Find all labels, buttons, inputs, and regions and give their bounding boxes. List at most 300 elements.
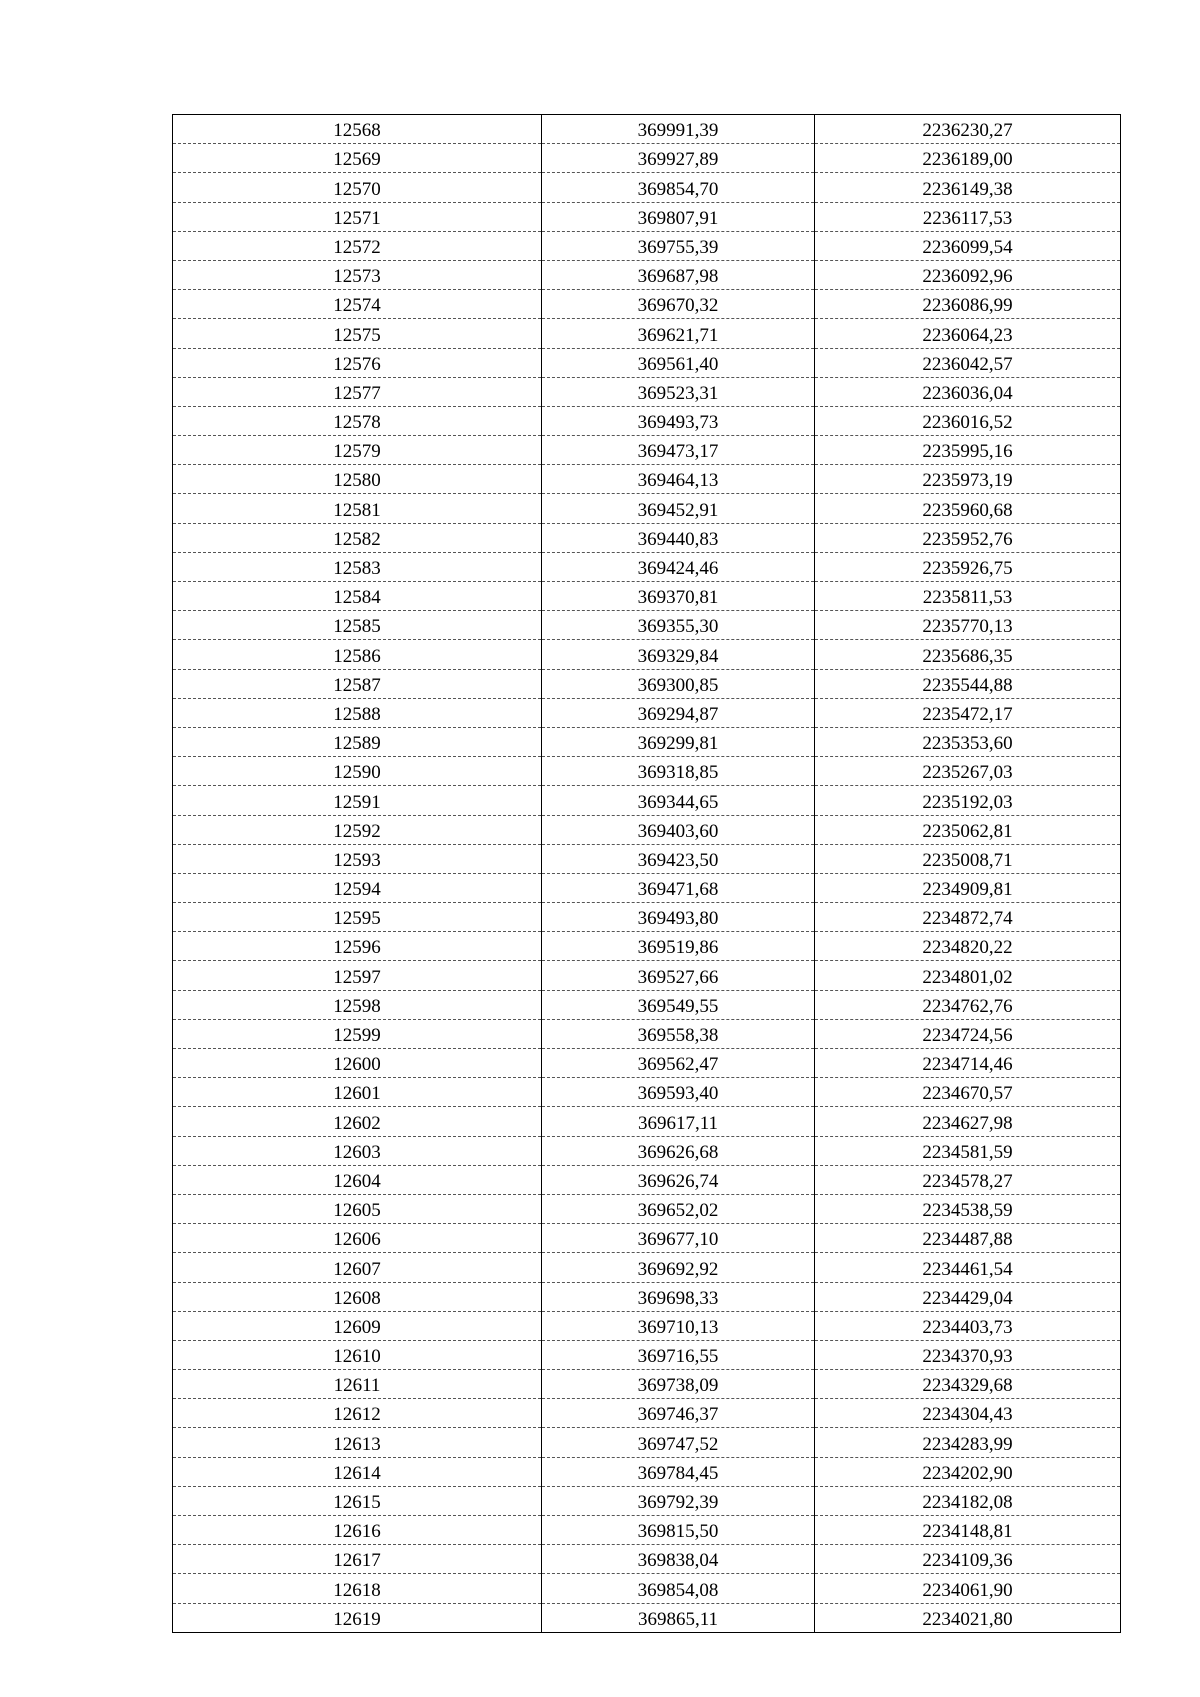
point-number-cell [173,1428,542,1457]
cell-text: 2234202,90 [922,1462,1013,1484]
point-number-cell [173,932,542,961]
y-coordinate-cell [815,1340,1121,1369]
cell-text: 2235960,68 [922,499,1013,521]
cell-text: 2234801,02 [922,966,1013,988]
cell-text: 2235686,35 [922,645,1013,667]
x-coordinate-cell [542,698,815,727]
x-coordinate-cell [542,1253,815,1282]
x-coordinate-cell [542,1516,815,1545]
y-coordinate-cell [815,1107,1121,1136]
point-number-cell [173,1019,542,1048]
table-row [173,144,1121,173]
cell-text: 369523,31 [637,382,719,404]
point-number-cell [173,1224,542,1253]
point-number-cell [173,1049,542,1078]
cell-text: 369440,83 [637,528,719,550]
table-row [173,932,1121,961]
y-coordinate-cell [815,873,1121,902]
cell-text: 12609 [333,1316,381,1338]
point-number-cell [173,290,542,319]
x-coordinate-cell [542,757,815,786]
cell-text: 12603 [333,1141,381,1163]
cell-text: 12591 [333,791,381,813]
cell-text: 12587 [333,674,381,696]
y-coordinate-cell [815,348,1121,377]
cell-text: 369473,17 [637,441,719,463]
y-coordinate-cell [815,669,1121,698]
cell-text: 369318,85 [637,762,719,784]
table-row [173,903,1121,932]
cell-text: 12594 [333,879,381,901]
cell-text: 369784,45 [637,1462,719,1484]
y-coordinate-cell [815,115,1121,144]
x-coordinate-cell [542,815,815,844]
cell-text: 12569 [333,149,381,171]
point-number-cell [173,727,542,756]
point-number-cell [173,1516,542,1545]
cell-text: 12593 [333,849,381,871]
point-number-cell [173,173,542,202]
y-coordinate-cell [815,1224,1121,1253]
cell-text: 2235353,60 [922,733,1013,755]
table-row [173,640,1121,669]
cell-text: 369927,89 [637,149,719,171]
cell-text: 369626,68 [637,1141,719,1163]
x-coordinate-cell [542,1340,815,1369]
cell-text: 12599 [333,1025,381,1046]
cell-text: 12607 [333,1258,381,1280]
point-number-cell [173,1107,542,1136]
table-row [173,523,1121,552]
cell-text: 2236042,57 [922,353,1013,375]
y-coordinate-cell [815,1311,1121,1340]
x-coordinate-cell [542,1486,815,1515]
point-number-cell [173,523,542,552]
x-coordinate-cell [542,961,815,990]
cell-text: 2234370,93 [922,1346,1013,1368]
cell-text: 2234487,88 [922,1229,1013,1251]
y-coordinate-cell [815,1253,1121,1282]
cell-text: 369815,50 [637,1521,719,1543]
x-coordinate-cell [542,1107,815,1136]
cell-text: 2234148,81 [922,1521,1013,1543]
point-number-cell [173,144,542,173]
cell-text: 12571 [333,207,381,229]
table-row [173,582,1121,611]
cell-text: 12602 [333,1112,381,1134]
y-coordinate-cell [815,319,1121,348]
y-coordinate-cell [815,1428,1121,1457]
cell-text: 369677,10 [637,1229,719,1251]
point-number-cell [173,1311,542,1340]
table-row [173,406,1121,435]
point-number-cell [173,698,542,727]
y-coordinate-cell [815,727,1121,756]
cell-text: 2235062,81 [922,820,1013,842]
point-number-cell [173,465,542,494]
cell-text: 2236016,52 [922,412,1013,434]
y-coordinate-cell [815,436,1121,465]
cell-text: 369370,81 [637,587,719,609]
cell-text: 12572 [333,236,381,258]
cell-text: 369493,80 [637,908,719,930]
cell-text: 369838,04 [637,1550,719,1572]
x-coordinate-cell [542,873,815,902]
cell-text: 2234109,36 [922,1550,1013,1572]
point-number-cell [173,1603,542,1632]
table-row [173,1078,1121,1107]
table-row [173,1428,1121,1457]
table-row [173,611,1121,640]
cell-text: 369716,55 [637,1346,719,1368]
cell-text: 369294,87 [637,703,719,725]
cell-text: 369755,39 [637,236,719,258]
x-coordinate-cell [542,260,815,289]
x-coordinate-cell [542,1049,815,1078]
cell-text: 12581 [333,499,381,521]
point-number-cell [173,260,542,289]
cell-text: 12600 [333,1054,381,1076]
cell-text: 12579 [333,441,381,463]
cell-text: 369738,09 [637,1375,719,1397]
point-number-cell [173,552,542,581]
point-number-cell [173,202,542,231]
cell-text: 12586 [333,645,381,667]
table-row [173,1136,1121,1165]
cell-text: 369464,13 [637,470,719,492]
cell-text: 12588 [333,703,381,725]
y-coordinate-cell [815,523,1121,552]
cell-text: 12592 [333,820,381,842]
cell-text: 2235973,19 [922,470,1013,492]
cell-text: 369299,81 [637,733,719,755]
y-coordinate-cell [815,1078,1121,1107]
cell-text: 12589 [333,733,381,755]
y-coordinate-cell [815,990,1121,1019]
x-coordinate-cell [542,1545,815,1574]
cell-text: 2234670,57 [922,1083,1013,1105]
x-coordinate-cell [542,144,815,173]
cell-text: 12596 [333,937,381,959]
cell-text: 12577 [333,382,381,404]
cell-text: 2235952,76 [922,528,1013,550]
coordinates-table [172,114,1121,1633]
y-coordinate-cell [815,1194,1121,1223]
cell-text: 369670,32 [637,295,719,317]
cell-text: 369991,39 [637,120,719,142]
y-coordinate-cell [815,1136,1121,1165]
cell-text: 2236064,23 [922,324,1013,346]
point-number-cell [173,582,542,611]
point-number-cell [173,377,542,406]
point-number-cell [173,1078,542,1107]
point-number-cell [173,1370,542,1399]
table-row [173,436,1121,465]
point-number-cell [173,611,542,640]
cell-text: 12584 [333,587,381,609]
cell-text: 12612 [333,1404,381,1426]
y-coordinate-cell [815,611,1121,640]
y-coordinate-cell [815,757,1121,786]
point-number-cell [173,990,542,1019]
cell-text: 369621,71 [637,324,719,346]
cell-text: 2234581,59 [922,1141,1013,1163]
table-row [173,115,1121,144]
cell-text: 369652,02 [637,1200,719,1222]
table-row [173,873,1121,902]
point-number-cell [173,494,542,523]
y-coordinate-cell [815,1019,1121,1048]
table-row [173,1224,1121,1253]
cell-text: 369527,66 [637,966,719,988]
cell-text: 2236092,96 [922,266,1013,288]
point-number-cell [173,1253,542,1282]
x-coordinate-cell [542,202,815,231]
cell-text: 2234762,76 [922,995,1013,1017]
cell-text: 12574 [333,295,381,317]
y-coordinate-cell [815,844,1121,873]
cell-text: 12573 [333,266,381,288]
x-coordinate-cell [542,523,815,552]
y-coordinate-cell [815,1282,1121,1311]
x-coordinate-cell [542,786,815,815]
table-row [173,1194,1121,1223]
cell-text: 2235770,13 [922,616,1013,638]
cell-text: 369403,60 [637,820,719,842]
cell-text: 2235192,03 [922,791,1013,813]
table-row [173,1107,1121,1136]
table-row [173,786,1121,815]
cell-text: 12598 [333,995,381,1017]
cell-text: 369854,08 [637,1579,719,1601]
cell-text: 369355,30 [637,616,719,638]
cell-text: 369561,40 [637,353,719,375]
table-row [173,1019,1121,1048]
cell-text: 2234820,22 [922,937,1013,959]
x-coordinate-cell [542,990,815,1019]
point-number-cell [173,1136,542,1165]
y-coordinate-cell [815,202,1121,231]
x-coordinate-cell [542,1370,815,1399]
cell-text: 2234283,99 [922,1433,1013,1455]
y-coordinate-cell [815,144,1121,173]
y-coordinate-cell [815,552,1121,581]
cell-text: 369710,13 [637,1316,719,1338]
point-number-cell [173,1574,542,1603]
cell-text: 12616 [333,1521,381,1543]
x-coordinate-cell [542,1428,815,1457]
point-number-cell [173,1282,542,1311]
cell-text: 2236086,99 [922,295,1013,317]
cell-text: 2235926,75 [922,558,1013,579]
cell-text: 12605 [333,1200,381,1222]
x-coordinate-cell [542,290,815,319]
cell-text: 369549,55 [637,995,719,1017]
point-number-cell [173,1165,542,1194]
table-row [173,202,1121,231]
table-row [173,961,1121,990]
y-coordinate-cell [815,173,1121,202]
table-row [173,260,1121,289]
table-row [173,844,1121,873]
x-coordinate-cell [542,1224,815,1253]
point-number-cell [173,1486,542,1515]
y-coordinate-cell [815,961,1121,990]
point-number-cell [173,961,542,990]
y-coordinate-cell [815,815,1121,844]
x-coordinate-cell [542,1311,815,1340]
x-coordinate-cell [542,173,815,202]
cell-text: 12578 [333,412,381,434]
x-coordinate-cell [542,1603,815,1632]
x-coordinate-cell [542,348,815,377]
cell-text: 12576 [333,353,381,375]
cell-text: 12601 [333,1083,381,1105]
point-number-cell [173,115,542,144]
x-coordinate-cell [542,465,815,494]
y-coordinate-cell [815,1399,1121,1428]
cell-text: 369626,74 [637,1170,719,1192]
table-row [173,1253,1121,1282]
x-coordinate-cell [542,669,815,698]
cell-text: 2234403,73 [922,1316,1013,1338]
point-number-cell [173,844,542,873]
table-row [173,494,1121,523]
table-row [173,1049,1121,1078]
x-coordinate-cell [542,115,815,144]
y-coordinate-cell [815,231,1121,260]
cell-text: 2234061,90 [922,1579,1013,1601]
table-row [173,1282,1121,1311]
y-coordinate-cell [815,1603,1121,1632]
y-coordinate-cell [815,260,1121,289]
cell-text: 2235995,16 [922,441,1013,463]
cell-text: 2234304,43 [922,1404,1013,1426]
cell-text: 12585 [333,616,381,638]
cell-text: 369854,70 [637,178,719,200]
cell-text: 2234182,08 [922,1492,1013,1513]
x-coordinate-cell [542,1194,815,1223]
x-coordinate-cell [542,1165,815,1194]
point-number-cell [173,1399,542,1428]
cell-text: 12610 [333,1346,381,1368]
cell-text: 369807,91 [637,207,719,229]
cell-text: 369698,33 [637,1287,719,1309]
x-coordinate-cell [542,727,815,756]
table-row [173,1574,1121,1603]
point-number-cell [173,757,542,786]
point-number-cell [173,903,542,932]
y-coordinate-cell [815,290,1121,319]
table-row [173,1457,1121,1486]
point-number-cell [173,1194,542,1223]
cell-text: 2236230,27 [922,120,1013,142]
cell-text: 12568 [333,120,381,142]
x-coordinate-cell [542,231,815,260]
cell-text: 12595 [333,908,381,930]
table-row [173,1399,1121,1428]
y-coordinate-cell [815,1545,1121,1574]
table-row [173,757,1121,786]
cell-text: 369593,40 [637,1083,719,1105]
cell-text: 369692,92 [637,1258,719,1280]
x-coordinate-cell [542,844,815,873]
point-number-cell [173,640,542,669]
cell-text: 2235811,53 [922,587,1013,609]
table-row [173,1486,1121,1515]
x-coordinate-cell [542,1019,815,1048]
cell-text: 12613 [333,1433,381,1455]
point-number-cell [173,348,542,377]
cell-text: 369747,52 [637,1433,719,1455]
y-coordinate-cell [815,377,1121,406]
point-number-cell [173,436,542,465]
cell-text: 369792,39 [637,1492,719,1513]
cell-text: 2236149,38 [922,178,1013,200]
point-number-cell [173,873,542,902]
cell-text: 2234724,56 [922,1025,1013,1046]
x-coordinate-cell [542,552,815,581]
cell-text: 2234021,80 [922,1608,1013,1630]
cell-text: 12580 [333,470,381,492]
cell-text: 369865,11 [637,1608,719,1630]
point-number-cell [173,1340,542,1369]
cell-text: 2234909,81 [922,879,1013,901]
cell-text: 369344,65 [637,791,719,813]
table-row [173,698,1121,727]
cell-text: 369471,68 [637,879,719,901]
cell-text: 2236189,00 [922,149,1013,171]
table-row [173,377,1121,406]
cell-text: 12617 [333,1550,381,1572]
cell-text: 2235008,71 [922,849,1013,871]
point-number-cell [173,231,542,260]
x-coordinate-cell [542,494,815,523]
cell-text: 12614 [333,1462,381,1484]
x-coordinate-cell [542,582,815,611]
x-coordinate-cell [542,406,815,435]
table-row [173,1603,1121,1632]
cell-text: 12606 [333,1229,381,1251]
cell-text: 369423,50 [637,849,719,871]
x-coordinate-cell [542,1574,815,1603]
y-coordinate-cell [815,1049,1121,1078]
table-row [173,465,1121,494]
x-coordinate-cell [542,1457,815,1486]
point-number-cell [173,815,542,844]
coordinates-table-body [173,115,1121,1633]
table-row [173,319,1121,348]
cell-text: 369329,84 [637,645,719,667]
y-coordinate-cell [815,465,1121,494]
x-coordinate-cell [542,932,815,961]
cell-text: 369562,47 [637,1054,719,1076]
y-coordinate-cell [815,1457,1121,1486]
cell-text: 2234461,54 [922,1258,1013,1280]
cell-text: 369519,86 [637,937,719,959]
cell-text: 2236099,54 [922,236,1013,258]
table-row [173,231,1121,260]
x-coordinate-cell [542,1399,815,1428]
cell-text: 2234429,04 [922,1287,1013,1309]
point-number-cell [173,319,542,348]
cell-text: 2236117,53 [922,207,1013,229]
cell-text: 12597 [333,966,381,988]
point-number-cell [173,1457,542,1486]
cell-text: 12590 [333,762,381,784]
point-number-cell [173,669,542,698]
cell-text: 369617,11 [637,1112,719,1134]
